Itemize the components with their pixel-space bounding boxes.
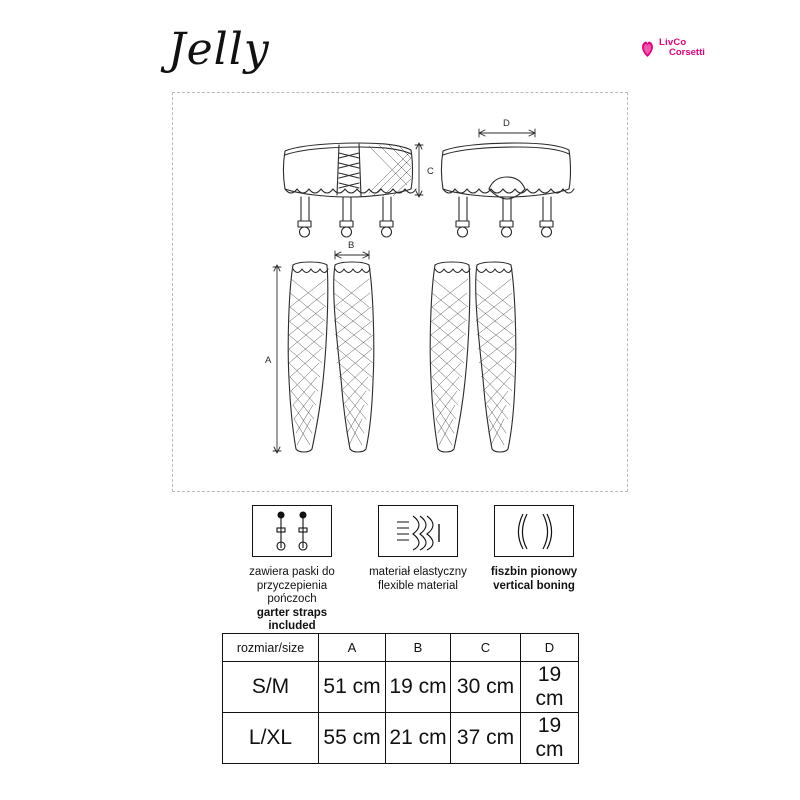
row-b: 21 cm	[386, 713, 451, 764]
row-c: 37 cm	[451, 713, 521, 764]
table-header-size: rozmiar/size	[223, 634, 319, 662]
elastic-material-icon	[378, 505, 458, 557]
garter-straps-icon	[252, 505, 332, 557]
feature-garter-straps	[232, 505, 352, 634]
row-a: 51 cm	[319, 662, 386, 713]
brand-logo	[640, 32, 714, 64]
livco-corsetti-logo-icon	[640, 38, 655, 58]
table-header-a: A	[319, 634, 386, 662]
garter-belt-and-stockings-drawing	[173, 93, 627, 491]
feature-flexible-material	[362, 505, 474, 593]
dimension-label-c: C	[427, 166, 434, 177]
stockings-front	[273, 251, 374, 453]
feature-caption: fiszbin pionowy vertical boning	[490, 566, 578, 592]
row-b: 19 cm	[386, 662, 451, 713]
dimension-label-d: D	[503, 118, 510, 129]
size-table	[222, 633, 579, 764]
row-size: L/XL	[223, 713, 319, 764]
table-header-d: D	[521, 634, 579, 662]
table-row	[223, 713, 579, 764]
table-header-row	[223, 634, 579, 662]
logo-line-1: LivCo	[659, 37, 687, 49]
product-diagram	[172, 92, 628, 492]
table-row	[223, 662, 579, 713]
garter-belt-front	[284, 143, 424, 237]
dimension-label-a: A	[265, 355, 272, 366]
table-header-b: B	[386, 634, 451, 662]
feature-icons	[200, 505, 610, 632]
row-d: 19 cm	[521, 713, 579, 764]
row-a: 55 cm	[319, 713, 386, 764]
logo-line-2: Corsetti	[669, 47, 705, 58]
row-size: S/M	[223, 662, 319, 713]
logo-wordmark	[659, 38, 705, 58]
garter-belt-back	[442, 129, 575, 237]
feature-caption: zawiera paski do przyczepienia pończoch garter straps included	[249, 566, 335, 632]
feature-vertical-boning	[478, 505, 590, 593]
vertical-boning-icon	[494, 505, 574, 557]
feature-caption: materiał elastyczny flexible material	[369, 566, 467, 592]
table-header-c: C	[451, 634, 521, 662]
page-title: Jelly	[168, 24, 270, 75]
row-c: 30 cm	[451, 662, 521, 713]
stockings-back	[430, 262, 516, 452]
dimension-label-b: B	[348, 240, 355, 251]
row-d: 19 cm	[521, 662, 579, 713]
